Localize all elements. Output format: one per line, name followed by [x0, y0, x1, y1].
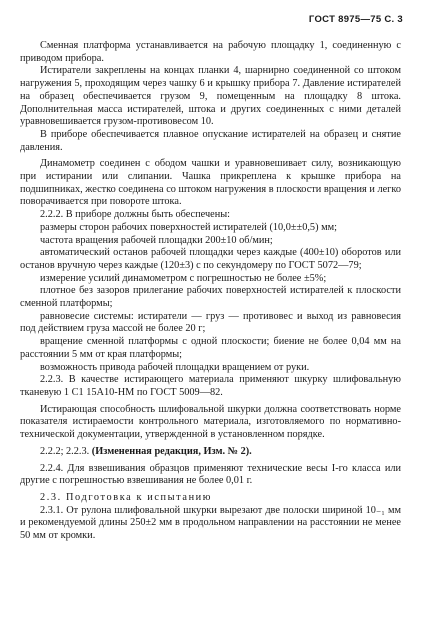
document-body: [20, 40, 401, 543]
paragraph-platform: Сменная платформа устанавливается на рабочую площадку 1, соединенную с приводом прибора.: [20, 40, 401, 64]
paragraph-manual-drive: возможность привода рабочей площадки вращением от руки.: [40, 361, 310, 373]
paragraph-rotation-speed: частота вращения рабочей площадки 200±10 об/мин;: [40, 234, 273, 246]
amendment-note: (Измененная редакция, Изм. № 2).: [91, 445, 252, 457]
paragraph-auto-stop: автоматический останов рабочей площадки через каждые (400±10) оборотов или останов вручную через каждые (120±3) с по секундомеру по ГОСТ 5072—79;: [20, 247, 401, 271]
paragraph-lowering: В приборе обеспечивается плавное опускание истирателей на образец и снятие давления.: [20, 128, 401, 153]
paragraph-2-2-3: 2.2.3. В качестве истирающего материала применяют шкурку шлифовальную тканевую 1 С1 15А10-НМ по ГОСТ 5009—82.: [20, 374, 401, 398]
paragraph-runout: вращение сменной платформы с одной плоскости; биение не более 0,04 мм на расстоянии 5 мм от края платформы;: [20, 336, 401, 360]
paragraph-abrasive-capacity: Истирающая способность шлифовальной шкурки должна соответствовать норме показателя истираемости контрольного материала, изготовляемого по нормативно-технической документации, утвержденной в установленном порядке.: [20, 403, 401, 441]
paragraph-2-2-2: 2.2.2. В приборе должны быть обеспечены:: [40, 209, 230, 221]
paragraph-dynamometer: Динамометр соединен с ободом чашки и уравновешивает силу, возникающую при истирании или слипании. Чашка прикреплена к крышке прибора на подшипниках, жестко соединена со штоком нагружения в плоскости вращения и легко поворачивается при повороте штока.: [20, 158, 401, 208]
amendment-clauses: 2.2.2; 2.2.3.: [40, 445, 92, 457]
section-heading-preparation: 2.3. Подготовка к испытанию: [40, 491, 213, 503]
paragraph-2-3-1: 2.3.1. От рулона шлифовальной шкурки вырезают две полоски шириной 10₋₁ мм и рекомендуемой длины 250±2 мм в продольном направлении на расстоянии не менее 50 мм от кромки.: [20, 504, 401, 542]
paragraph-amendment: [20, 446, 401, 459]
paragraph-equilibrium: равновесие системы: истиратели — груз — противовес и выход из равновесия под действием груза массой не более 20 г;: [20, 310, 401, 335]
paragraph-force-measurement: измерение усилий динамометром с погрешностью не более ±5%;: [40, 272, 327, 284]
paragraph-abraders: Истиратели закреплены на концах планки 4, шарнирно соединенной со штоком нагружения 5, проходящим через чашку 6 и крышку прибора 7. Давление истирателей на образец обеспечивается грузом 9, помещенным на площадку 8 штока. Дополнительная масса истирателей, штока и других соединенных с ними деталей уравновешивается грузом-противовесом 10.: [20, 65, 401, 128]
page-header: ГОСТ 8975—75 С. 3: [308, 14, 403, 25]
paragraph-fit: плотное без зазоров прилегание рабочих поверхностей истирателей к плоскости сменной платформы;: [20, 285, 401, 310]
paragraph-2-2-4: 2.2.4. Для взвешивания образцов применяют технические весы I-го класса или другие с погрешностью взвешивания не более 0,01 г.: [20, 462, 401, 487]
paragraph-dimensions: размеры сторон рабочих поверхностей истирателей (10,0±±0,5) мм;: [40, 221, 337, 233]
